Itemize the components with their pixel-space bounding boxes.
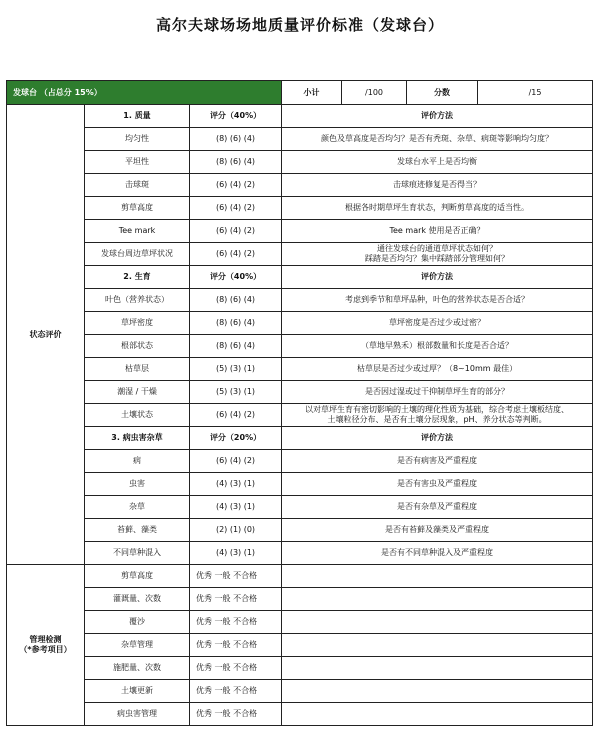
evaluation-method: 以对草坪生育有密切影响的土壤的理化性质为基础，综合考虑土壤板结度、 土壤粒径分布、是否有土壤分层现象，pH、养分状态等判断。	[282, 404, 593, 427]
criteria-row	[7, 450, 593, 473]
evaluation-method: 颜色及草高度是否均匀？是否有秃斑、杂草、病斑等影响均匀度？	[282, 128, 593, 151]
evaluation-method: 通往发球台的通道草坪状态如何？ 踩踏是否均匀？集中踩踏部分管理如何？	[282, 243, 593, 266]
management-row	[7, 588, 593, 611]
evaluation-method: 是否有杂草及严重程度	[282, 496, 593, 519]
criteria-row	[7, 128, 593, 151]
subsection-weight: 评分（20%）	[190, 427, 282, 450]
subsection-weight: 评分（40%）	[190, 266, 282, 289]
subsection-title: 1. 质量	[85, 105, 190, 128]
header-row	[7, 81, 593, 105]
rating-options[interactable]: 优秀 一般 不合格	[190, 611, 282, 634]
criteria-item: 病	[85, 450, 190, 473]
evaluation-method: 考虑到季节和草坪品种，叶色的营养状态是否合适？	[282, 289, 593, 312]
management-notes[interactable]	[282, 657, 593, 680]
score-options[interactable]: (6) (4) (2)	[190, 220, 282, 243]
criteria-row	[7, 289, 593, 312]
score-options[interactable]: (4) (3) (1)	[190, 496, 282, 519]
score-options[interactable]: (8) (6) (4)	[190, 128, 282, 151]
criteria-row	[7, 519, 593, 542]
method-header: 评价方法	[282, 266, 593, 289]
management-group-label: 管理检测 （*参考项目）	[7, 565, 85, 726]
evaluation-method: 是否因过湿或过干抑制草坪生育的部分？	[282, 381, 593, 404]
evaluation-method: 击球痕迹修复是否得当？	[282, 174, 593, 197]
criteria-item: 发球台周边草坪状况	[85, 243, 190, 266]
criteria-row	[7, 404, 593, 427]
management-notes[interactable]	[282, 703, 593, 726]
criteria-item: 叶色（营养状态）	[85, 289, 190, 312]
evaluation-method: 草坪密度是否过少或过密？	[282, 312, 593, 335]
management-notes[interactable]	[282, 588, 593, 611]
score-options[interactable]: (6) (4) (2)	[190, 450, 282, 473]
score-options[interactable]: (8) (6) (4)	[190, 151, 282, 174]
score-options[interactable]: (6) (4) (2)	[190, 404, 282, 427]
management-row	[7, 611, 593, 634]
evaluation-method: 根据各时期草坪生育状态，判断剪草高度的适当性。	[282, 197, 593, 220]
management-item: 杂草管理	[85, 634, 190, 657]
management-notes[interactable]	[282, 680, 593, 703]
score-options[interactable]: (5) (3) (1)	[190, 358, 282, 381]
page-title: 高尔夫球场场地质量评价标准（发球台）	[155, 16, 444, 34]
criteria-row	[7, 151, 593, 174]
subtotal-label: 小计	[282, 81, 342, 105]
management-row	[7, 703, 593, 726]
evaluation-method: 枯草层是否过少或过厚？（8~10mm 最佳）	[282, 358, 593, 381]
management-row	[7, 680, 593, 703]
criteria-row	[7, 312, 593, 335]
criteria-item: 杂草	[85, 496, 190, 519]
section-label: 发球台 （占总分 15%）	[7, 81, 282, 105]
rating-options[interactable]: 优秀 一般 不合格	[190, 588, 282, 611]
score-options[interactable]: (5) (3) (1)	[190, 381, 282, 404]
criteria-row	[7, 473, 593, 496]
rating-options[interactable]: 优秀 一般 不合格	[190, 565, 282, 588]
method-header: 评价方法	[282, 427, 593, 450]
status-group-label: 状态评价	[7, 105, 85, 565]
rating-options[interactable]: 优秀 一般 不合格	[190, 703, 282, 726]
score-options[interactable]: (6) (4) (2)	[190, 197, 282, 220]
management-item: 病虫害管理	[85, 703, 190, 726]
management-notes[interactable]	[282, 565, 593, 588]
management-item: 灌溉量、次数	[85, 588, 190, 611]
score-options[interactable]: (8) (6) (4)	[190, 335, 282, 358]
management-notes[interactable]	[282, 634, 593, 657]
criteria-row	[7, 542, 593, 565]
criteria-item: 土壤状态	[85, 404, 190, 427]
subsection-title: 2. 生育	[85, 266, 190, 289]
subtotal-value[interactable]: /100	[342, 81, 407, 105]
criteria-row	[7, 243, 593, 266]
score-options[interactable]: (4) (3) (1)	[190, 473, 282, 496]
evaluation-method: 是否有病害及严重程度	[282, 450, 593, 473]
subsection-header-row	[7, 266, 593, 289]
criteria-item: 潮湿 / 干燥	[85, 381, 190, 404]
rating-options[interactable]: 优秀 一般 不合格	[190, 657, 282, 680]
management-row	[7, 657, 593, 680]
criteria-item: 根部状态	[85, 335, 190, 358]
score-options[interactable]: (8) (6) (4)	[190, 312, 282, 335]
criteria-item: 击球斑	[85, 174, 190, 197]
criteria-item: Tee mark	[85, 220, 190, 243]
criteria-row	[7, 174, 593, 197]
criteria-row	[7, 335, 593, 358]
management-item: 施肥量、次数	[85, 657, 190, 680]
score-value[interactable]: /15	[478, 81, 593, 105]
score-options[interactable]: (6) (4) (2)	[190, 243, 282, 266]
management-row	[7, 565, 593, 588]
score-options[interactable]: (4) (3) (1)	[190, 542, 282, 565]
criteria-item: 平坦性	[85, 151, 190, 174]
criteria-row	[7, 381, 593, 404]
criteria-item: 剪草高度	[85, 197, 190, 220]
criteria-item: 均匀性	[85, 128, 190, 151]
management-notes[interactable]	[282, 611, 593, 634]
criteria-item: 不同草种混入	[85, 542, 190, 565]
subsection-header-row	[7, 105, 593, 128]
management-item: 剪草高度	[85, 565, 190, 588]
method-header: 评价方法	[282, 105, 593, 128]
evaluation-table	[6, 80, 593, 726]
criteria-row	[7, 220, 593, 243]
criteria-row	[7, 496, 593, 519]
management-row	[7, 634, 593, 657]
evaluation-method: 是否有不同草种混入及严重程度	[282, 542, 593, 565]
criteria-item: 枯草层	[85, 358, 190, 381]
evaluation-method: 发球台水平上是否均衡	[282, 151, 593, 174]
score-options[interactable]: (2) (1) (0)	[190, 519, 282, 542]
management-item: 土壤更新	[85, 680, 190, 703]
rating-options[interactable]: 优秀 一般 不合格	[190, 680, 282, 703]
evaluation-method: （草地早熟禾）根部数量和长度是否合适？	[282, 335, 593, 358]
evaluation-method: Tee mark 使用是否正确？	[282, 220, 593, 243]
criteria-row	[7, 358, 593, 381]
criteria-row	[7, 197, 593, 220]
score-options[interactable]: (8) (6) (4)	[190, 289, 282, 312]
criteria-item: 苔藓、藻类	[85, 519, 190, 542]
subsection-weight: 评分（40%）	[190, 105, 282, 128]
evaluation-method: 是否有苔藓及藻类及严重程度	[282, 519, 593, 542]
score-options[interactable]: (6) (4) (2)	[190, 174, 282, 197]
management-item: 覆沙	[85, 611, 190, 634]
subsection-header-row	[7, 427, 593, 450]
evaluation-method: 是否有害虫及严重程度	[282, 473, 593, 496]
subsection-title: 3. 病虫害杂草	[85, 427, 190, 450]
score-label: 分数	[407, 81, 478, 105]
rating-options[interactable]: 优秀 一般 不合格	[190, 634, 282, 657]
criteria-item: 草坪密度	[85, 312, 190, 335]
criteria-item: 虫害	[85, 473, 190, 496]
